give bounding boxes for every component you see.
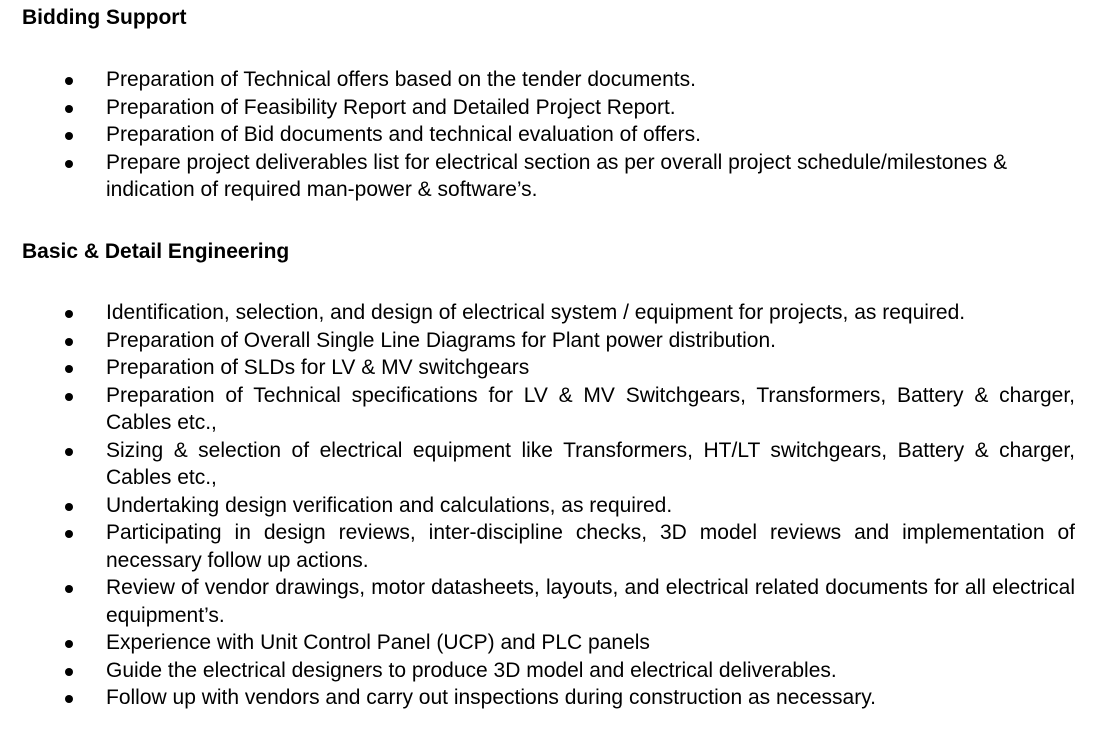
bullet-icon [65, 77, 73, 85]
section-heading: Bidding Support [22, 6, 187, 29]
bullet-icon [65, 668, 73, 676]
list-item: Preparation of Technical offers based on the tender documents. [0, 66, 1075, 94]
list-item: Preparation of Technical specifications for LV & MV Switchgears, Transformers, Battery & charger, Cables etc., [0, 382, 1075, 437]
list-item: Prepare project deliverables list for electrical section as per overall project schedule/milestones & indication of required man-power & software’s. [0, 149, 1075, 204]
bullet-icon [65, 338, 73, 346]
list-item: Experience with Unit Control Panel (UCP) and PLC panels [0, 629, 1075, 657]
bullet-list [0, 66, 1101, 204]
list-item: Identification, selection, and design of electrical system / equipment for projects, as required. [0, 299, 1075, 327]
bullet-icon [65, 365, 73, 373]
bullet-icon [65, 585, 73, 593]
bullet-icon [65, 448, 73, 456]
bullet-icon [65, 132, 73, 140]
list-item: Sizing & selection of electrical equipment like Transformers, HT/LT switchgears, Battery & charger, Cables etc., [0, 437, 1075, 492]
bullet-icon [65, 530, 73, 538]
list-item: Follow up with vendors and carry out inspections during construction as necessary. [0, 684, 1075, 712]
bullet-list [0, 299, 1101, 712]
list-item: Preparation of Bid documents and technical evaluation of offers. [0, 121, 1075, 149]
list-item: Undertaking design verification and calculations, as required. [0, 492, 1075, 520]
list-item: Guide the electrical designers to produce 3D model and electrical deliverables. [0, 657, 1075, 685]
bullet-icon [65, 310, 73, 318]
list-item: Preparation of Feasibility Report and Detailed Project Report. [0, 94, 1075, 122]
list-item: Preparation of SLDs for LV & MV switchgears [0, 354, 1075, 382]
bullet-icon [65, 105, 73, 113]
bullet-icon [65, 695, 73, 703]
bullet-icon [65, 160, 73, 168]
section-heading: Basic & Detail Engineering [22, 240, 290, 263]
bullet-icon [65, 393, 73, 401]
list-item: Preparation of Overall Single Line Diagrams for Plant power distribution. [0, 327, 1075, 355]
bullet-icon [65, 640, 73, 648]
list-item: Review of vendor drawings, motor datasheets, layouts, and electrical related documents for all electrical equipment’s. [0, 574, 1075, 629]
list-item: Participating in design reviews, inter-discipline checks, 3D model reviews and implementation of necessary follow up actions. [0, 519, 1075, 574]
bullet-icon [65, 503, 73, 511]
